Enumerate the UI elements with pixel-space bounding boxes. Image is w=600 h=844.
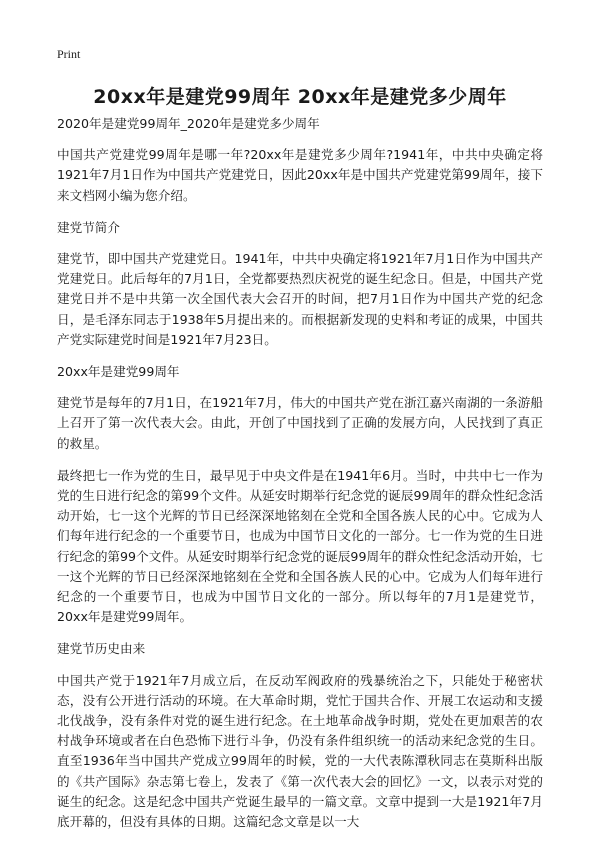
intro-paragraph: 中国共产党建党99周年是哪一年?20xx年是建党多少周年?1941年，中共中央确定将1921年7月1日作为中国共产党建党日，因此20xx年是中国共产党建党第99周年，接下来文档网小编为您介绍。 xyxy=(57,147,543,203)
section-paragraph-intro: 建党节，即中国共产党建党日。1941年，中共中央确定将1921年7月1日作为中国共产党建党日。此后每年的7月1日，全党都要热烈庆祝党的诞生纪念日。但是，中国共产党建党日并不是中共第一次全国代表大会召开的时间，把7月1日作为中国共产党的纪念日，是毛泽东同志于1938年5月提出来的。而根据新发现的史料和考证的成果，中国共产党实际建党时间是1921年7月23日。 xyxy=(57,251,543,347)
document-title: 20xx年是建党99周年 20xx年是建党多少周年 xyxy=(93,86,507,108)
section-heading-intro: 建党节简介 xyxy=(57,219,120,235)
section-heading-history: 建党节历史由来 xyxy=(57,641,146,657)
document-subtitle: 2020年是建党99周年_2020年是建党多少周年 xyxy=(57,116,320,131)
document-body xyxy=(57,114,543,844)
section-paragraph-history: 中国共产党于1921年7月成立后，在反动军阀政府的残暴统治之下，只能处于秘密状态，没有公开进行活动的环境。在大革命时期，党忙于国共合作、开展工农运动和支援北伐战争，没有条件对党的诞生进行纪念。在土地革命战争时期，党处在更加艰苦的农村战争环境或者在白色恐怖下进行斗争，仍没有条件组织统一的活动来纪念党的生日。直至1936年当中国共产党成立99周年的时候，党的一大代表陈潭秋同志在莫斯科出版的《共产国际》杂志第七卷上，发表了《第一次代表大会的回忆》一文，以表示对党的诞生的纪念。这是纪念中国共产党诞生最早的一篇文章。文章中提到一大是1921年7月底开幕的，但没有具体的日期。这篇纪念文章是以一大 xyxy=(57,672,543,830)
section-paragraph-anniversary-2: 最终把七一作为党的生日，最早见于中央文件是在1941年6月。当时，中共中七一作为党的生日进行纪念的第99个文件。从延安时期举行纪念党的诞辰99周年的群众性纪念活动开始，七一这个光辉的节日已经深深地铭刻在全党和全国各族人民的心中。它成为人们每年进行纪念的一个重要节日，也成为中国节日文化的一部分。七一作为党的生日进行纪念的第99个文件。从延安时期举行纪念党的诞辰99周年的群众性纪念活动开始，七一这个光辉的节日已经深深地铭刻在全党和全国各族人民的心中。它成为人们每年进行纪念的一个重要节日，也成为中国节日文化的一部分。所以每年的7月1是建党节，20xx年是建党99周年。 xyxy=(57,467,543,625)
print-label: Print xyxy=(57,47,81,61)
section-heading-anniversary: 20xx年是建党99周年 xyxy=(57,364,180,380)
section-paragraph-anniversary-1: 建党节是每年的7月1日，在1921年7月，伟大的中国共产党在浙江嘉兴南湖的一条游船上召开了第一次代表大会。由此，开创了中国找到了正确的发展方向，人民找到了真正的救星。 xyxy=(57,395,543,451)
